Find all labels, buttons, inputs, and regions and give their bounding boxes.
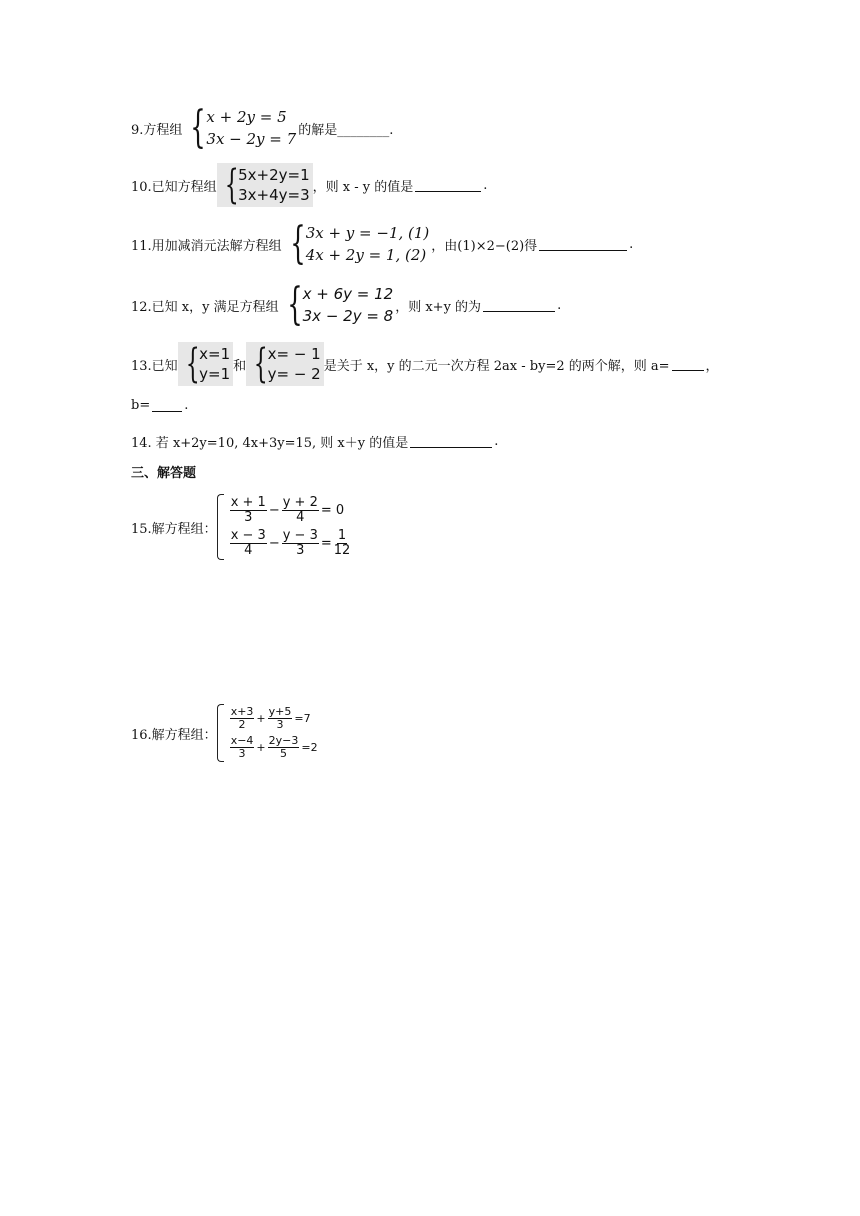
q13-s1-eq2: y=1 bbox=[199, 365, 231, 383]
q15-equation-2 bbox=[228, 529, 353, 558]
q13-period: . bbox=[184, 398, 189, 413]
q12-suffix: ，则 x+y 的为 bbox=[395, 299, 482, 315]
rhs: = 0 bbox=[320, 503, 345, 518]
q13-solution-2 bbox=[246, 342, 324, 386]
q13-s1-eq1: x=1 bbox=[199, 345, 231, 363]
q13-s2-eq2: y= − 2 bbox=[267, 365, 321, 383]
brace-icon: { bbox=[289, 218, 306, 269]
q12-equation-2: 3x − 2y = 8 bbox=[302, 307, 394, 325]
q10-equation-1: 5x+2y=1 bbox=[238, 166, 310, 184]
answer-blank[interactable] bbox=[415, 179, 481, 192]
q16-equation-1 bbox=[228, 706, 318, 731]
answer-blank-a[interactable] bbox=[672, 358, 704, 371]
numerator: 2y−3 bbox=[268, 734, 299, 747]
rhs: =7 bbox=[294, 712, 311, 725]
q12-equation-1: x + 6y = 12 bbox=[302, 285, 394, 303]
q9-equation-1: x + 2y = 5 bbox=[206, 108, 287, 126]
brace-icon: { bbox=[185, 341, 200, 387]
question-13 bbox=[131, 342, 719, 386]
numerator: x+3 bbox=[230, 705, 254, 718]
q10-prefix: 10.已知方程组 bbox=[131, 179, 217, 195]
q9-prefix: 9.方程组 bbox=[131, 122, 183, 138]
q9-equation-system bbox=[184, 102, 297, 153]
q13-b-label: b= bbox=[131, 398, 151, 413]
q9-equation-2: 3x − 2y = 7 bbox=[206, 130, 297, 148]
q12-equation-system bbox=[281, 279, 394, 330]
q13-suffix: 是关于 x，y 的二元一次方程 2ax - by=2 的两个解，则 a= bbox=[323, 358, 670, 374]
brace-icon: { bbox=[224, 162, 239, 208]
q13-solution-1 bbox=[178, 342, 233, 386]
question-13-line-2 bbox=[131, 398, 188, 413]
equals: = bbox=[320, 536, 332, 551]
q11-equation-2: 4x + 2y = 1, (2) bbox=[305, 246, 427, 264]
q16-equation-2 bbox=[228, 735, 318, 760]
brace-icon bbox=[217, 494, 224, 560]
brace-icon: { bbox=[190, 102, 207, 153]
q12-period: . bbox=[557, 297, 562, 313]
operator: + bbox=[256, 741, 266, 754]
q11-suffix: ，由(1)×2−(2)得 bbox=[431, 238, 538, 254]
denominator: 4 bbox=[244, 543, 253, 558]
q13-and: 和 bbox=[233, 358, 247, 374]
numerator: x−4 bbox=[230, 734, 254, 747]
denominator: 3 bbox=[276, 718, 284, 731]
question-14 bbox=[131, 432, 498, 451]
section-heading: 三、解答题 bbox=[131, 466, 197, 481]
operator: − bbox=[268, 536, 280, 551]
denominator: 3 bbox=[238, 747, 246, 760]
q15-equation-system bbox=[217, 494, 353, 560]
q10-suffix: ，则 x - y 的值是 bbox=[312, 179, 414, 195]
question-9 bbox=[131, 102, 394, 153]
q11-prefix: 11.用加减消元法解方程组 bbox=[131, 238, 282, 254]
q12-prefix: 12.已知 x，y 满足方程组 bbox=[131, 299, 279, 315]
q10-period: . bbox=[483, 177, 488, 193]
denominator: 4 bbox=[296, 510, 305, 525]
question-12 bbox=[131, 279, 562, 330]
numerator: x − 3 bbox=[230, 528, 266, 543]
brace-icon: { bbox=[253, 341, 268, 387]
rhs: =2 bbox=[301, 741, 318, 754]
denominator: 3 bbox=[244, 510, 253, 525]
question-15 bbox=[131, 494, 352, 560]
answer-blank[interactable] bbox=[539, 238, 627, 251]
operator: − bbox=[268, 503, 280, 518]
q11-equation-system bbox=[284, 218, 430, 269]
q13-prefix: 13.已知 bbox=[131, 358, 178, 374]
q13-comma: ， bbox=[705, 358, 719, 374]
answer-blank[interactable] bbox=[410, 435, 492, 448]
q16-equation-system bbox=[217, 704, 318, 762]
numerator: y − 3 bbox=[282, 528, 318, 543]
q15-equation-1 bbox=[228, 496, 353, 525]
denominator: 3 bbox=[296, 543, 305, 558]
denominator: 5 bbox=[280, 747, 287, 760]
q15-prefix: 15.解方程组： bbox=[131, 521, 217, 537]
q14-text: 14. 若 x+2y=10, 4x+3y=15, 则 x＋y 的值是 bbox=[131, 436, 409, 451]
question-16 bbox=[131, 704, 318, 762]
numerator: y + 2 bbox=[282, 495, 318, 510]
answer-blank[interactable] bbox=[483, 299, 555, 312]
operator: + bbox=[256, 712, 266, 725]
numerator: x + 1 bbox=[230, 495, 266, 510]
q16-prefix: 16.解方程组： bbox=[131, 727, 217, 743]
question-11 bbox=[131, 218, 634, 269]
answer-blank-b[interactable] bbox=[152, 399, 182, 412]
brace-icon: { bbox=[286, 279, 303, 330]
q13-s2-eq1: x= − 1 bbox=[267, 345, 321, 363]
q10-equation-2: 3x+4y=3 bbox=[238, 186, 310, 204]
question-10 bbox=[131, 163, 487, 207]
brace-icon bbox=[217, 704, 224, 762]
denominator: 12 bbox=[333, 543, 351, 558]
q9-suffix: 的解是________. bbox=[298, 122, 394, 138]
q11-period: . bbox=[629, 236, 634, 252]
numerator: 1 bbox=[337, 528, 347, 543]
q11-equation-1: 3x + y = −1, (1) bbox=[305, 224, 430, 242]
denominator: 2 bbox=[238, 718, 246, 731]
q14-period: . bbox=[494, 434, 499, 449]
numerator: y+5 bbox=[268, 705, 292, 718]
q10-equation-system bbox=[217, 163, 313, 207]
